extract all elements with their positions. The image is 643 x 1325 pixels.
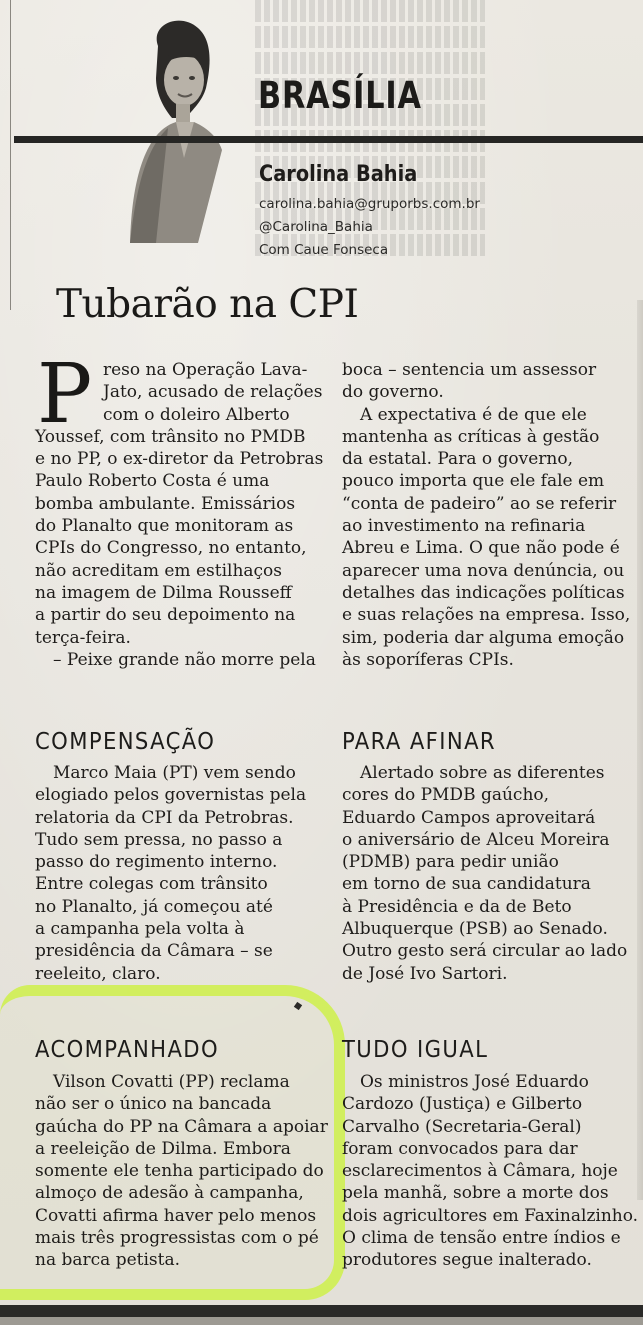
text-line: na barca petista. [35,1250,180,1271]
header-rule [14,136,643,143]
text-line: em torno de sua candidatura [342,874,591,895]
author-name: Carolina Bahia [259,162,418,187]
text-line: às soporíferas CPIs. [342,649,514,670]
text-line: elogiado pelos governistas pela [35,785,307,806]
text-line: Abreu e Lima. O que não pode é [342,538,620,559]
author-email: carolina.bahia@gruporbs.com.br [259,196,480,212]
text-line: O clima de tensão entre índios e [342,1228,621,1249]
subhead-tudo-igual: TUDO IGUAL [342,1037,489,1063]
text-line: a campanha pela volta à [35,919,245,940]
text-line: de José Ivo Sartori. [342,963,508,984]
text-line: (PDMB) para pedir união [342,852,559,873]
text-line: detalhes das indicações políticas [342,582,625,603]
page-bottom-edge [0,1317,643,1325]
text-line: não acreditam em estilhaços [35,560,283,581]
text-line: Tudo sem pressa, no passo a [35,829,283,850]
footer-rule [0,1305,643,1317]
text-line: bomba ambulante. Emissários [35,493,296,514]
text-line: cores do PMDB gaúcho, [342,785,550,806]
text-line: à Presidência e da de Beto [342,896,572,917]
text-line: e no PP, o ex-diretor da Petrobras [35,449,324,470]
page-edge [637,300,643,1200]
text-line: na imagem de Dilma Rousseff [35,582,292,603]
text-line: gaúcha do PP na Câmara a apoiar [35,1116,328,1137]
subhead-para-afinar: PARA AFINAR [342,729,497,755]
text-line: Carvalho (Secretaria-Geral) [342,1116,582,1137]
text-line: esclarecimentos à Câmara, hoje [342,1161,618,1182]
author-twitter: @Carolina_Bahia [259,219,373,235]
text-line: relatoria da CPI da Petrobras. [35,807,294,828]
text-line: produtores segue inalterado. [342,1250,592,1271]
text-line: não ser o único na bancada [35,1094,272,1115]
intro-right-column [342,359,632,671]
body-compensacao [35,762,306,985]
text-line: Os ministros José Eduardo [360,1072,589,1092]
text-line: Albuquerque (PSB) ao Senado. [342,919,608,940]
text-line: Cardozo (Justiça) e Gilberto [342,1094,583,1115]
text-line: mantenha as críticas à gestão [342,426,600,447]
section-title: BRASÍLIA [258,74,422,117]
text-line: – Peixe grande não morre pela [53,649,316,670]
headline: Tubarão na CPI [56,282,359,327]
text-line: “conta de padeiro” ao se referir [342,493,617,514]
subhead-acompanhado: ACOMPANHADO [35,1037,220,1063]
text-line: Alertado sobre as diferentes [360,763,605,783]
text-line: pela manhã, sobre a morte dos [342,1183,609,1204]
text-line: terça-feira. [35,627,131,648]
text-line: CPIs do Congresso, no entanto, [35,538,307,559]
body-acompanhado [35,1071,328,1272]
intro-left-column [35,359,325,671]
text-line: Youssef, com trânsito no PMDB [35,426,306,447]
text-line: passo do regimento interno. [35,852,278,873]
text-line: Paulo Roberto Costa é uma [35,471,270,492]
text-line: Jato, acusado de relações [103,382,323,403]
collaborator-credit: Com Caue Fonseca [259,242,389,258]
subhead-compensacao: COMPENSAÇÃO [35,729,216,755]
text-line: boca – sentencia um assessor [342,360,597,380]
text-line: somente ele tenha participado do [35,1161,324,1182]
text-line: Entre colegas com trânsito [35,874,268,895]
text-line: sim, poderia dar alguma emoção [342,627,625,648]
text-line: foram convocados para dar [342,1138,578,1159]
text-line: do Planalto que monitoram as [35,516,294,537]
text-line: almoço de adesão à campanha, [35,1183,304,1204]
text-line: A expectativa é de que ele [360,404,587,425]
text-line: no Planalto, já começou até [35,896,273,917]
text-line: ao investimento na refinaria [342,516,586,537]
text-line: com o doleiro Alberto [103,404,290,425]
column-divider [10,0,11,310]
body-para-afinar [342,762,627,985]
text-line: Eduardo Campos aproveitará [342,807,596,828]
text-line: Marco Maia (PT) vem sendo [53,763,296,783]
text-line: presidência da Câmara – se [35,941,273,962]
text-line: e suas relações na empresa. Isso, [342,605,631,626]
text-line: do governo. [342,382,444,403]
drop-cap: P [37,347,93,442]
text-line: dois agricultores em Faxinalzinho. [342,1205,639,1226]
text-line: da estatal. Para o governo, [342,449,573,470]
text-line: Vilson Covatti (PP) reclama [53,1072,290,1092]
text-line: reso na Operação Lava- [103,360,308,380]
text-line: a reeleição de Dilma. Embora [35,1138,291,1159]
text-line: mais três progressistas com o pé [35,1228,319,1249]
body-tudo-igual [342,1071,638,1272]
author-portrait [110,18,250,243]
text-line: o aniversário de Alceu Moreira [342,829,610,850]
text-line: aparecer uma nova denúncia, ou [342,560,625,581]
text-line: a partir do seu depoimento na [35,605,296,626]
text-line: reeleito, claro. [35,963,161,984]
text-line: Outro gesto será circular ao lado [342,941,628,962]
text-line: pouco importa que ele fale em [342,471,605,492]
text-line: Covatti afirma haver pelo menos [35,1205,317,1226]
